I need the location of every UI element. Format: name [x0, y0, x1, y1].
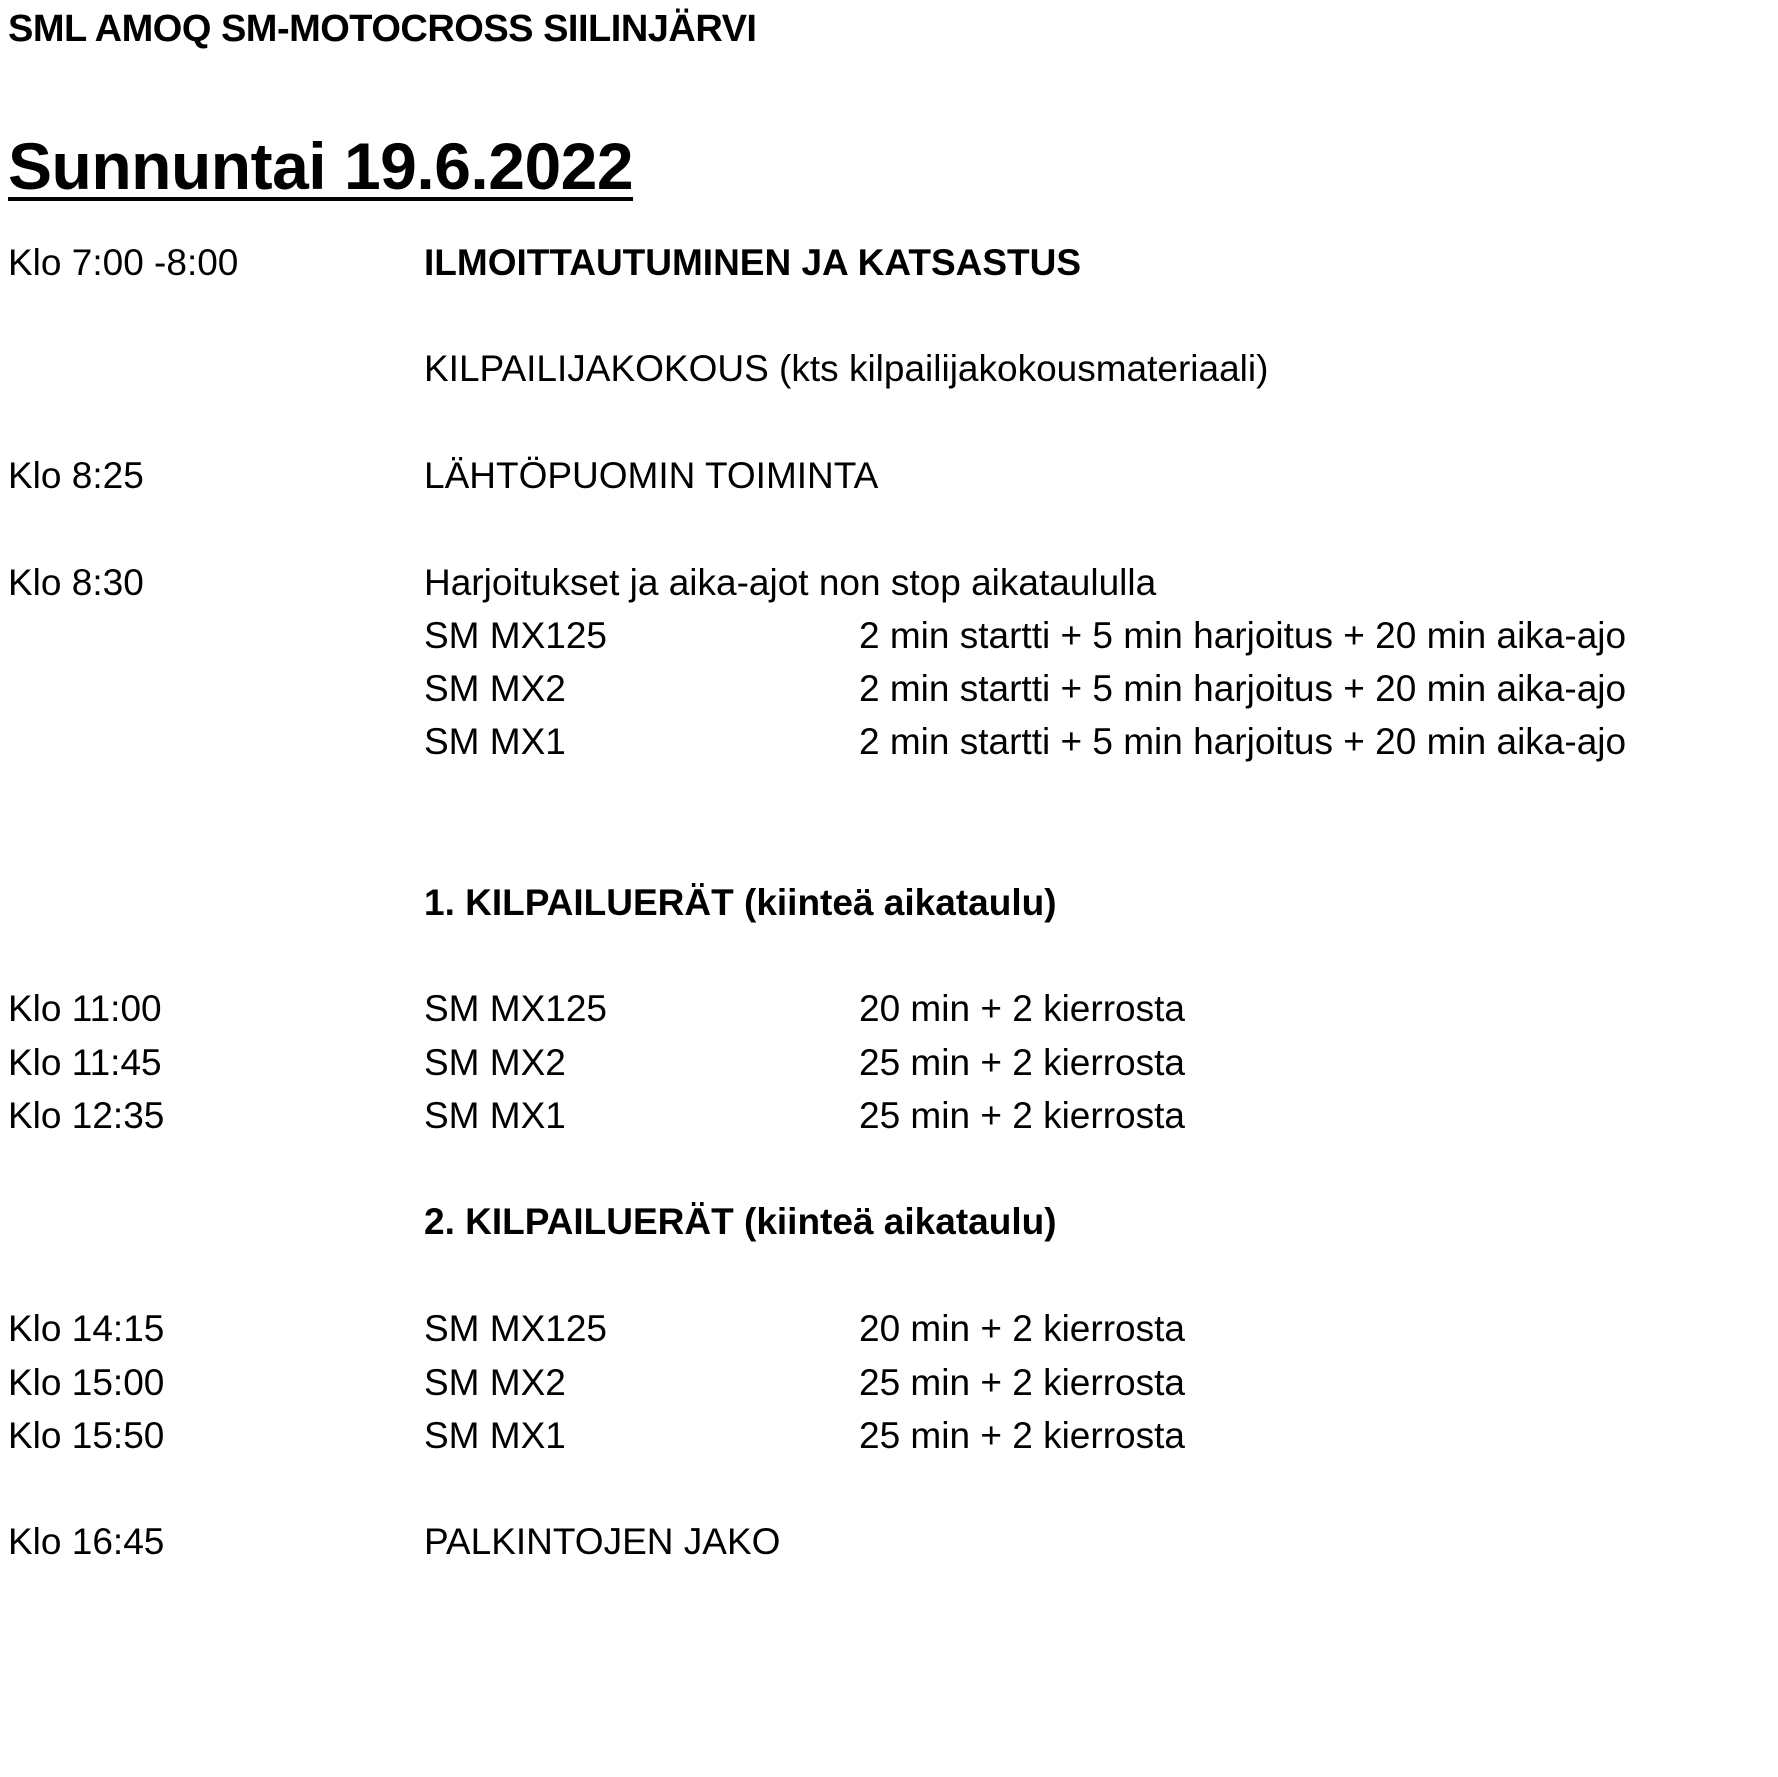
heat-time: Klo 12:35 — [8, 1095, 165, 1136]
practice-title: Harjoitukset ja aika-ajot non stop aikataululla — [424, 562, 1157, 603]
practice-class: SM MX1 — [424, 721, 566, 762]
page-title: Sunnuntai 19.6.2022 — [8, 129, 634, 203]
heat-duration: 20 min + 2 kierrosta — [859, 988, 1185, 1029]
registration-time: Klo 7:00 -8:00 — [8, 242, 239, 283]
heat-time: Klo 14:15 — [8, 1308, 165, 1349]
heat-time: Klo 11:45 — [8, 1042, 162, 1083]
heat-time: Klo 11:00 — [8, 988, 162, 1029]
document-header: SML AMOQ SM-MOTOCROSS SIILINJÄRVI — [8, 8, 757, 50]
practice-class: SM MX2 — [424, 668, 566, 709]
awards-time: Klo 16:45 — [8, 1521, 165, 1562]
heat-class: SM MX1 — [424, 1095, 566, 1136]
heat-duration: 25 min + 2 kierrosta — [859, 1042, 1185, 1083]
heat-class: SM MX2 — [424, 1042, 566, 1083]
heat-duration: 20 min + 2 kierrosta — [859, 1308, 1185, 1349]
riders-meeting: KILPAILIJAKOKOUS (kts kilpailijakokousmateriaali) — [424, 348, 1269, 389]
start-gate-time: Klo 8:25 — [8, 455, 144, 496]
awards-activity: PALKINTOJEN JAKO — [424, 1521, 781, 1562]
practice-detail: 2 min startti + 5 min harjoitus + 20 min aika-ajo — [859, 721, 1627, 762]
heat-class: SM MX125 — [424, 1308, 608, 1349]
heats-2-title: 2. KILPAILUERÄT (kiinteä aikataulu) — [424, 1201, 1057, 1242]
heat-class: SM MX1 — [424, 1415, 566, 1456]
heats-1-title: 1. KILPAILUERÄT (kiinteä aikataulu) — [424, 882, 1057, 923]
practice-class: SM MX125 — [424, 615, 608, 656]
heat-duration: 25 min + 2 kierrosta — [859, 1362, 1185, 1403]
heat-class: SM MX125 — [424, 988, 608, 1029]
heat-time: Klo 15:50 — [8, 1415, 165, 1456]
heat-time: Klo 15:00 — [8, 1362, 165, 1403]
registration-title: ILMOITTAUTUMINEN JA KATSASTUS — [424, 242, 1082, 283]
heat-class: SM MX2 — [424, 1362, 566, 1403]
heat-duration: 25 min + 2 kierrosta — [859, 1415, 1185, 1456]
practice-detail: 2 min startti + 5 min harjoitus + 20 min aika-ajo — [859, 668, 1627, 709]
practice-detail: 2 min startti + 5 min harjoitus + 20 min aika-ajo — [859, 615, 1627, 656]
start-gate-activity: LÄHTÖPUOMIN TOIMINTA — [424, 455, 879, 496]
heat-duration: 25 min + 2 kierrosta — [859, 1095, 1185, 1136]
practice-time: Klo 8:30 — [8, 562, 144, 603]
